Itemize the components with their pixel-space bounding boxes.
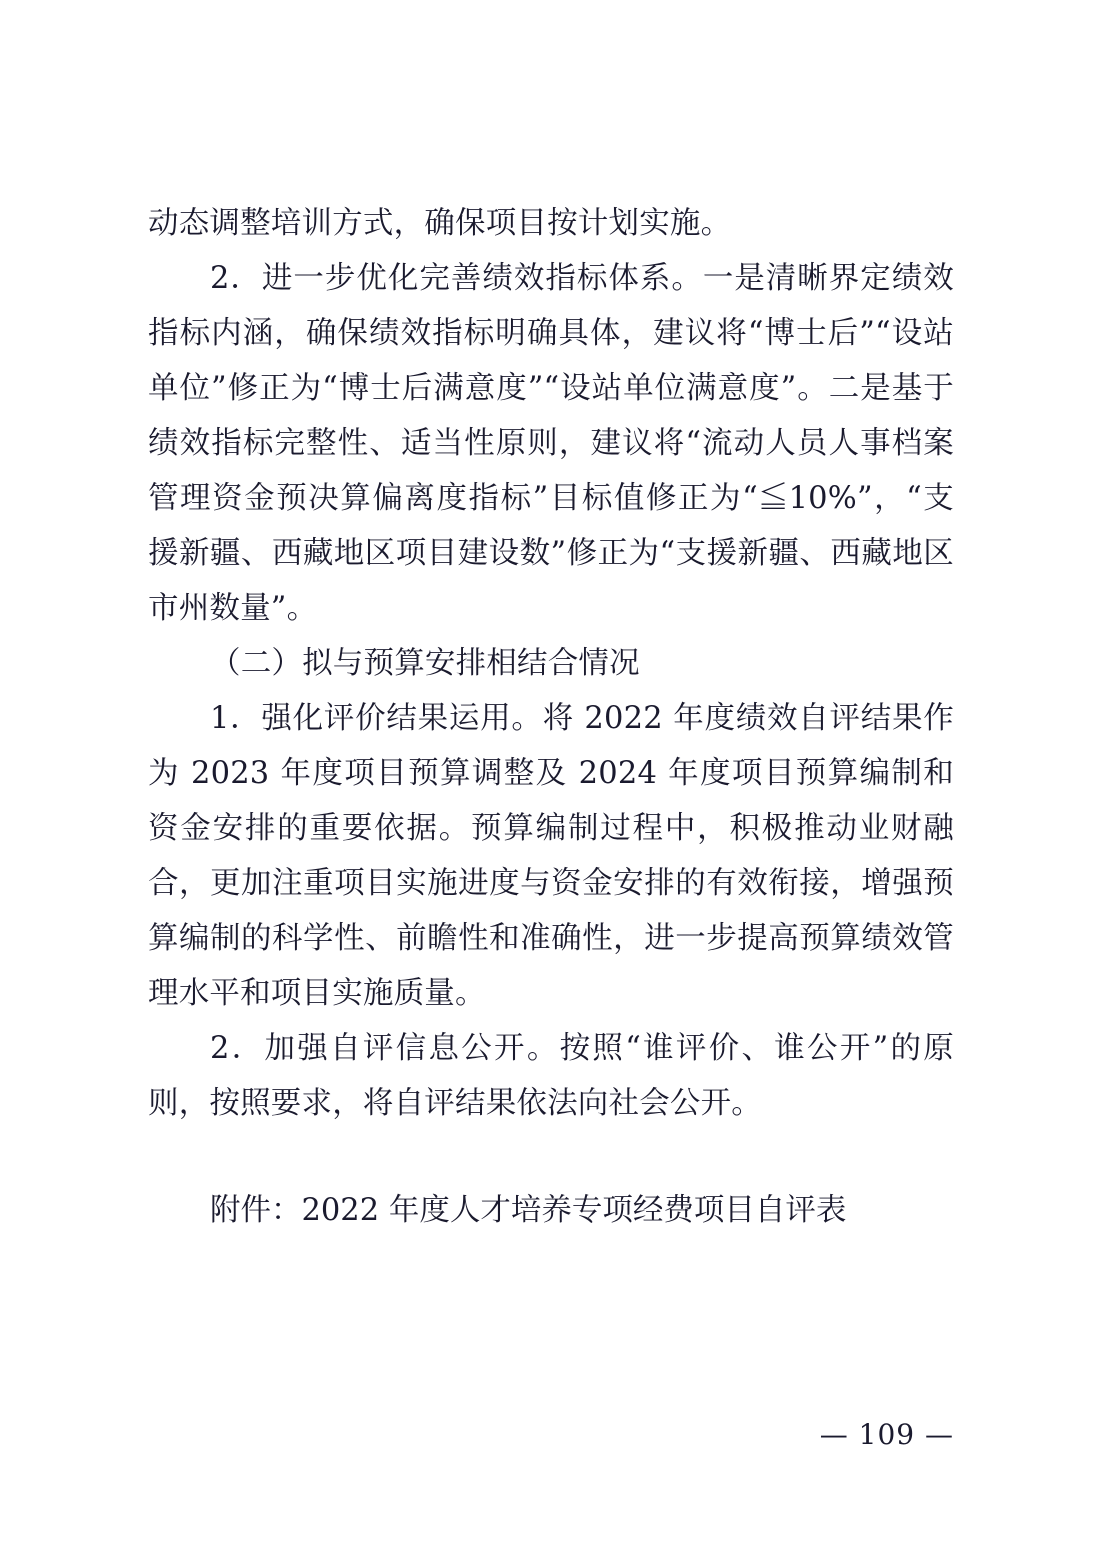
document-body — [148, 196, 954, 1238]
paragraph-item-1-evaluation-results: 1．强化评价结果运用。将 2022 年度绩效自评结果作为 2023 年度项目预算调整及 2024 年度项目预算编制和资金安排的重要依据。预算编制过程中，积极推动业财融合，更加注重项目实施进度与资金安排的有效衔接，增强预算编制的科学性、前瞻性和准确性，进一步提高预算绩效管理水平和项目实施质量。 — [148, 701, 954, 1011]
heading-section-2: （二）拟与预算安排相结合情况 — [210, 646, 640, 681]
page-number: — 109 — — [819, 1418, 954, 1451]
spacer — [148, 1131, 954, 1183]
attachment-line: 附件：2022 年度人才培养专项经费项目自评表 — [210, 1193, 847, 1228]
paragraph-item-2-disclosure: 2．加强自评信息公开。按照“谁评价、谁公开”的原则，按照要求，将自评结果依法向社会公开。 — [148, 1031, 954, 1121]
paragraph-item-2-indicator-system: 2．进一步优化完善绩效指标体系。一是清晰界定绩效指标内涵，确保绩效指标明确具体，建议将“博士后”“设站单位”修正为“博士后满意度”“设站单位满意度”。二是基于绩效指标完整性、适当性原则，建议将“流动人员人事档案管理资金预决算偏离度指标”目标值修正为“≦10%”，“支援新疆、西藏地区项目建设数”修正为“支援新疆、西藏地区市州数量”。 — [148, 261, 954, 626]
paragraph-continuation: 动态调整培训方式，确保项目按计划实施。 — [148, 206, 732, 241]
